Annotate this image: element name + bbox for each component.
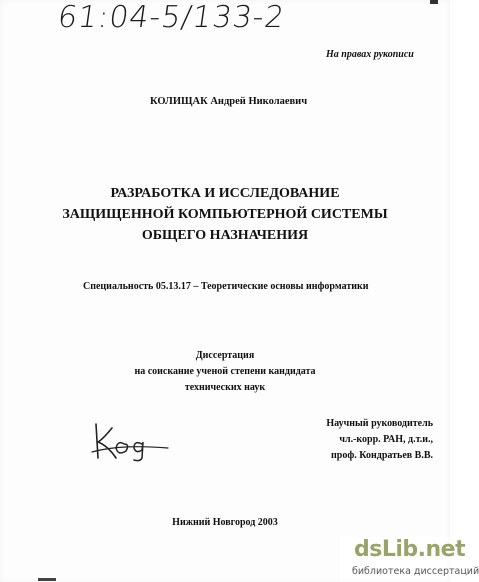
scan-mark (430, 0, 438, 4)
degree-statement (0, 348, 450, 396)
supervisor-line: проф. Кондратьев В.В. (331, 450, 433, 461)
watermark (340, 537, 479, 582)
author-name: КОЛИЩАК Андрей Николаевич (150, 96, 308, 107)
watermark-logo: dsLib.net (354, 537, 466, 562)
watermark-subtitle: библиотека диссертаций (352, 566, 479, 577)
title-line: ЗАЩИЩЕННОЙ КОМПЬЮТЕРНОЙ СИСТЕМЫ (62, 207, 388, 222)
specialty-line: Специальность 05.13.17 – Теоретические основы информатики (83, 281, 369, 292)
degree-line: технических наук (184, 382, 266, 393)
rights-note: На правах рукописи (326, 49, 414, 60)
dissertation-title (0, 183, 450, 246)
handwritten-catalog-code: 61:04-5/133-2 (55, 0, 288, 35)
supervisor-block (305, 416, 433, 464)
title-line: ОБЩЕГО НАЗНАЧЕНИЯ (141, 228, 309, 243)
title-line: РАЗРАБОТКА И ИССЛЕДОВАНИЕ (110, 186, 340, 201)
city-year: Нижний Новгород 2003 (172, 517, 278, 528)
supervisor-line: Научный руководитель (326, 418, 433, 429)
supervisor-line: чл.-корр. РАН, д.т.и., (339, 434, 433, 445)
degree-line: Диссертация (195, 350, 255, 361)
scan-mark (38, 578, 56, 581)
degree-line: на соискание ученой степени кандидата (134, 366, 316, 377)
handwritten-signature (90, 418, 170, 462)
